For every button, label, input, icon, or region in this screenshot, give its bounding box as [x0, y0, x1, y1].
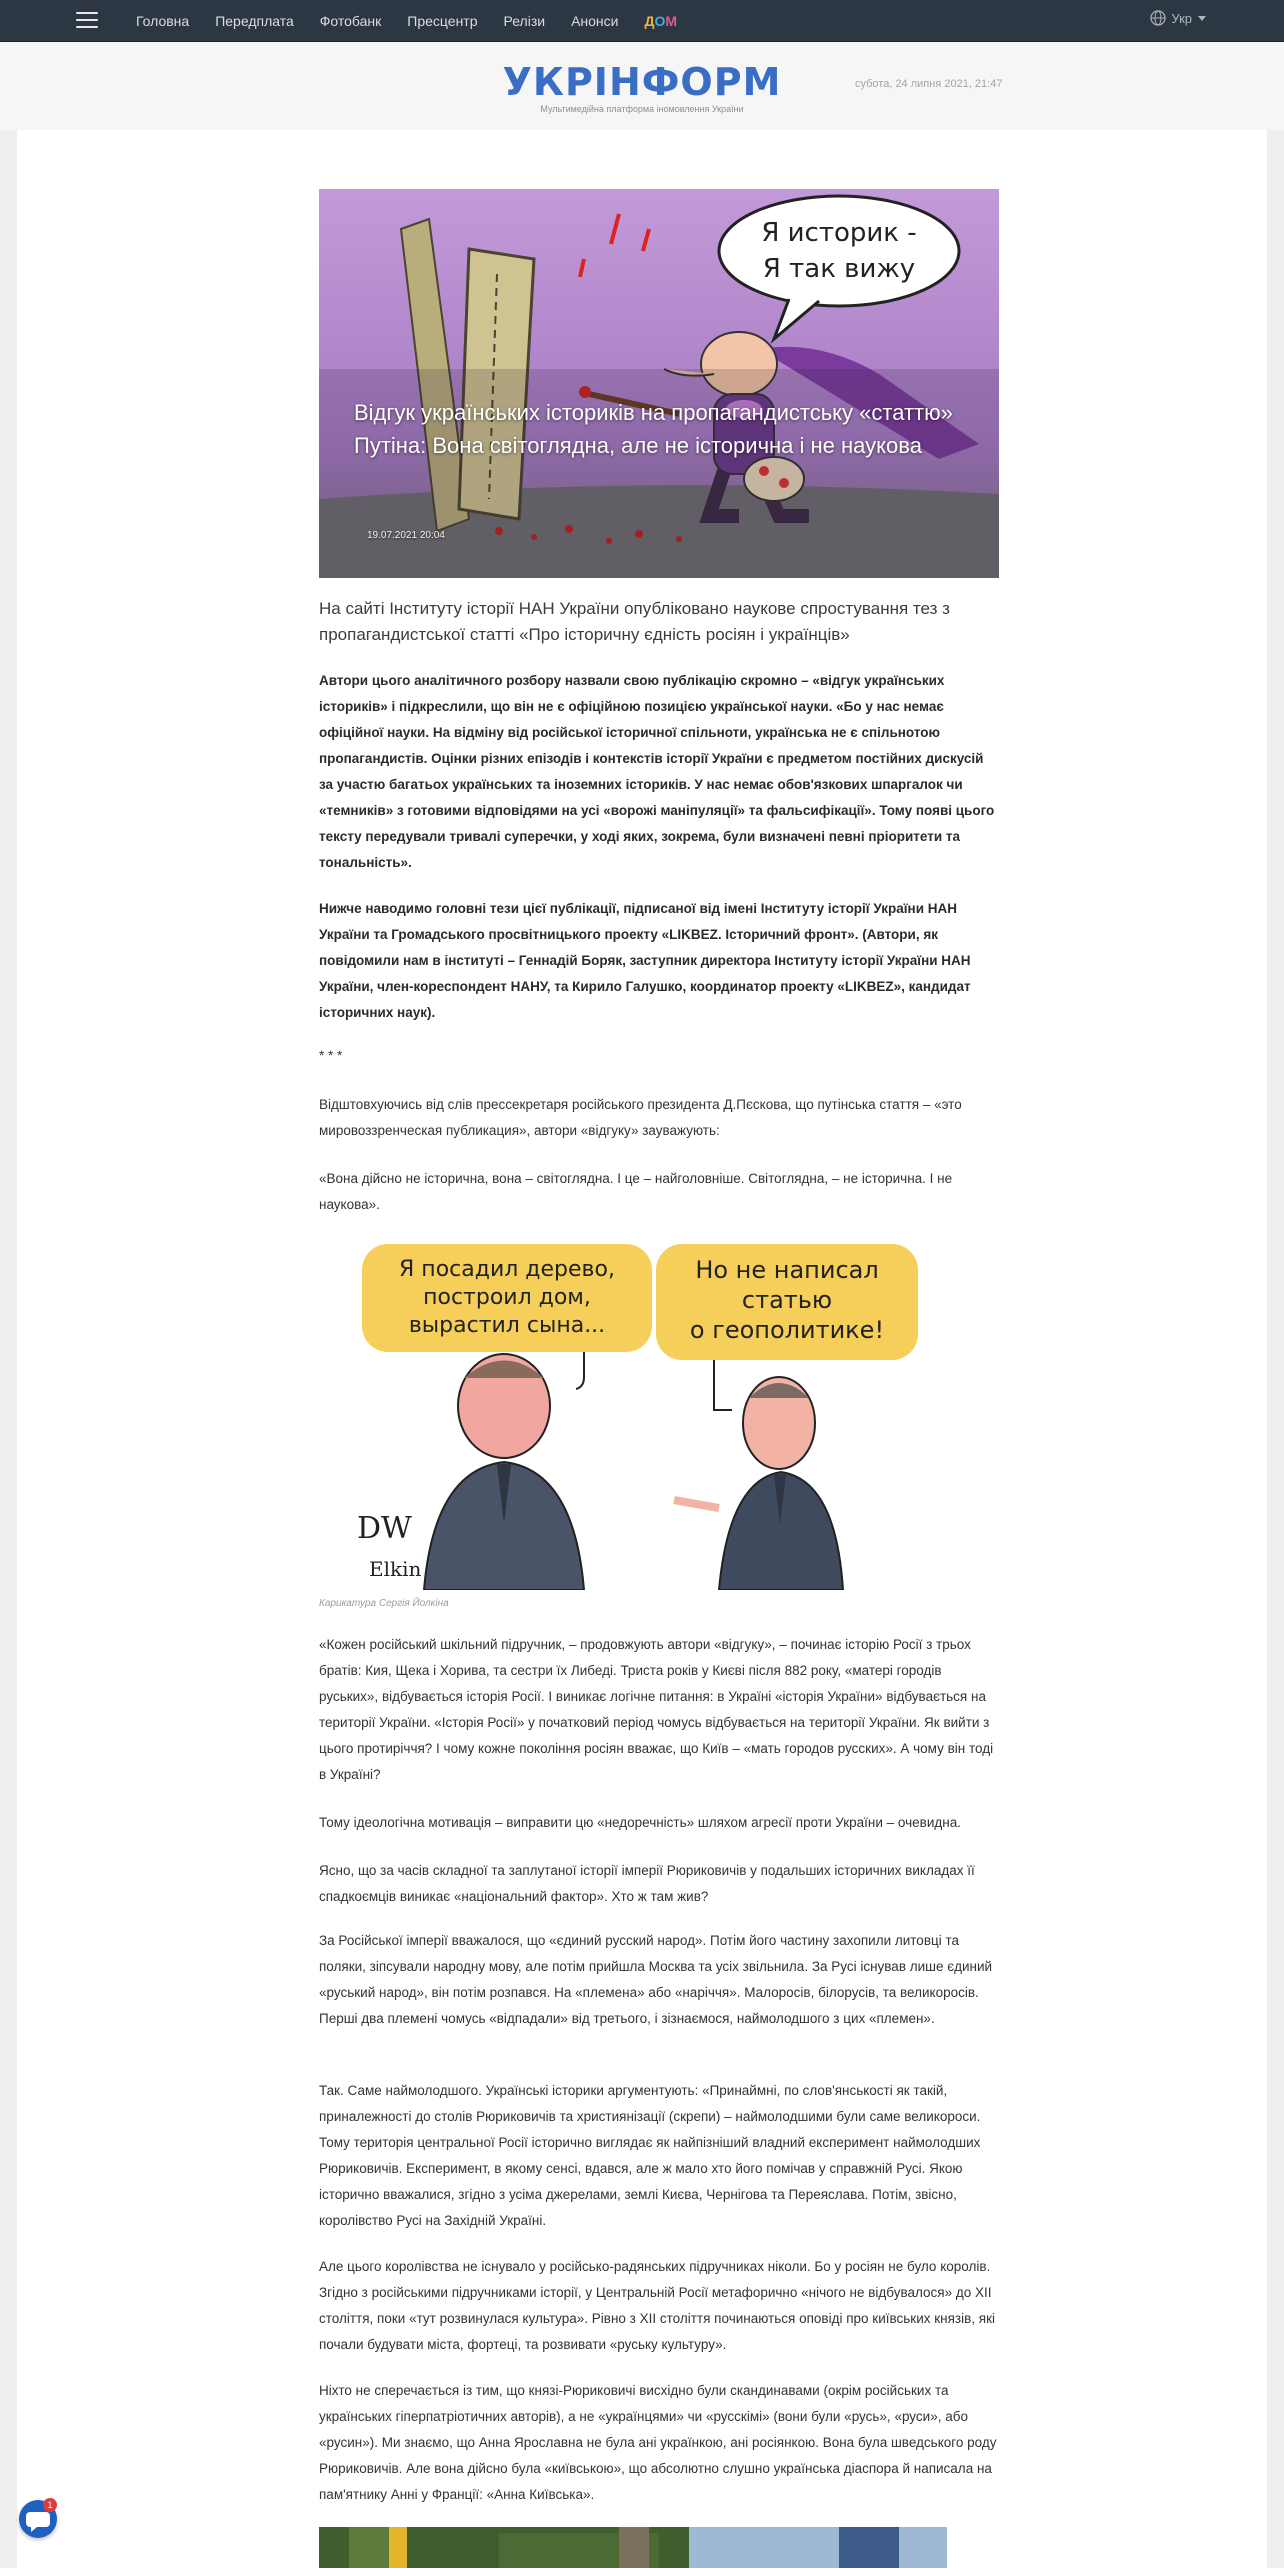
- hero-illustration: [319, 189, 999, 578]
- article-paragraph: «Кожен російський шкільний підручник, – продовжують автори «відгуку», – починає історію Росії з трьох братів: Кия, Щека і Хорива, та сестри їх Либеді. Триста років у Києві після 882 року, «матері городів руських», відбувається історія Росії. І виникає логічне питання: в Україні «історія України» відбувається на території України. «Історія Росії» у початковий період чомусь відбувається на території України. Як вийти з цього протиріччя? І чому кожне покоління росіян вважає, що Київ – «мать городов русских». А чому він тоді в Україні?: [319, 1637, 994, 1782]
- cartoon-speech-left: Я посадил дерево,: [399, 1257, 615, 1282]
- article-paragraph: «Вона дійсно не історична, вона – світоглядна. І це – найголовніше. Світоглядна, – не історична. І не наукова».: [319, 1171, 953, 1212]
- brand-name: УКРІНФОРМ: [502, 60, 782, 104]
- nav-item-presscenter[interactable]: Пресцентр: [407, 12, 478, 29]
- cartoon-speech-left: построил дом,: [423, 1285, 591, 1310]
- menu-icon[interactable]: [76, 12, 98, 28]
- notification-badge: 1: [43, 2498, 57, 2512]
- language-label: Укр: [1171, 10, 1192, 26]
- dom-logo-letter: Д: [644, 12, 655, 29]
- cartoon-signature: Elkin: [369, 1557, 422, 1581]
- article-paragraph: Але цього королівства не існувало у російсько-радянських підручниках ніколи. Бо у росіян не було королів. Згідно з російськими підручниками історії, у Центральній Росії метафорично «нічого не відбувалося» до XII століття, поки «тут розвинулася культура». Рівно з XII століття починаються оповіді про київських князів, які почали будувати міста, фортеці, та розвивати «руську культуру».: [319, 2259, 995, 2352]
- article-paragraph: Ясно, що за часів складної та заплутаної історії імперії Рюриковичів у подальших історичних викладах її спадкоємців виникає «національний фактор». Хто ж там жив?: [319, 1863, 975, 1904]
- article-paragraph: Тому ідеологічна мотивація – виправити цю «недоречність» шляхом агресії проти України – очевидна.: [319, 1815, 961, 1830]
- nav-item-announcements[interactable]: Анонси: [571, 12, 619, 29]
- language-selector[interactable]: [1150, 10, 1206, 26]
- article-date: 19.07.2021 20:04: [367, 530, 445, 541]
- dom-logo-letter: О: [654, 12, 666, 29]
- article-paragraph-bold: Автори цього аналітичного розбору назвали свою публікацію скромно – «відгук українських істориків» і підкреслили, що він не є офіційною позицією української науки. «Бо у нас немає офіційної науки. На відміну від російської історичної спільноти, українська не є спільнотою пропагандистів. Оцінки різних епізодів і контекстів історії України є предметом постійних дискусій за участю багатьох українських та іноземних істориків. У нас немає обов'язкових шпаргалок чи «темників» з готовими відповідями на усі «ворожі маніпуляції» та фальсифікації». Тому появі цього тексту передували тривалі суперечки, у ході яких, зокрема, були визначені певні пріоритети та тональність».: [319, 673, 995, 870]
- section-separator: * * *: [319, 1048, 343, 1063]
- article-photo: [319, 2527, 947, 2568]
- chat-widget-button[interactable]: [19, 2500, 57, 2538]
- article-paragraph: За Російської імперії вважалося, що «єдиний русский народ». Потім його частину захопили литовці та поляки, зіпсували народну мову, але потім прийшла Москва та усіх звільнила. За Русі існував лише єдиний «руський народ», він потім розпався. На «племена» або «наріччя». Малоросів, білорусів, та великоросів. Перші два племені чомусь «відпадали» від третього, і зізнаємося, наймолодшого з цих «племен».: [319, 1933, 993, 2026]
- hero-image: [319, 189, 999, 578]
- brand-tagline: Мультимедійна платформа іномовлення України: [540, 104, 744, 114]
- chevron-down-icon: [1198, 16, 1206, 21]
- image-caption: Карикатура Сергія Йолкіна: [319, 1598, 449, 1609]
- article-paragraph: Відштовхуючись від слів прессекретаря російського президента Д.Пєскова, що путінська стаття – «это мировоззренческая публикация», автори «відгуку» зауважують:: [319, 1097, 962, 1138]
- article-lead: На сайті Інституту історії НАН України опубліковано наукове спростування тез з пропагандистської статті «Про історичну єдність росіян і українців»: [319, 599, 950, 644]
- cartoon-speech-right: статью: [741, 1286, 833, 1314]
- globe-icon: [1150, 10, 1166, 26]
- cartoon-speech-left: вырастил сына...: [408, 1313, 606, 1338]
- nav-item-releases[interactable]: Релізи: [503, 12, 546, 29]
- cartoon-illustration: [319, 1238, 941, 1590]
- current-date: субота, 24 липня 2021, 21:47: [855, 78, 1003, 90]
- article-paragraph-bold: Нижче наводимо головні тези цієї публікації, підписаної від імені Інституту історії України НАН України та Громадського просвітницького проекту «LIKBEZ. Історичний фронт». (Автори, як повідомили нам в інституті – Геннадій Боряк, заступник директора Інституту історії України НАН України, член-кореспондент НАНУ, та Кирило Галушко, координатор проекту «LIKBEZ», кандидат історичних наук).: [319, 901, 971, 1020]
- nav-item-home[interactable]: Головна: [136, 12, 190, 29]
- site-header: [0, 42, 1284, 130]
- main-nav: [136, 0, 703, 41]
- article-paragraph: Так. Саме наймолодшого. Українські історики аргументують: «Принаймні, по слов'янськості як такій, приналежності до столів Рюриковичів та християнізації (скрепи) – наймолодшими були саме великороси. Тому територія центральної Росії історично виглядає як найпізніший владний експеримент наймолодших Рюриковичів. Експеримент, в якому сенсі, вдався, але ж мало хто його помічав у справжній Русі. Якою історично вважалися, згідно з усіма джерелами, землі Києва, Чернігова та Переяслава. Потім, звісно, королівство Русі на Західній Україні.: [319, 2083, 981, 2228]
- hero-speech-line: Я так вижу: [762, 254, 916, 284]
- dom-logo-letter: М: [665, 12, 678, 29]
- photo-illustration: [319, 2527, 947, 2568]
- article-title: Відгук українських істориків на пропагандистську «статтю» Путіна: Вона світоглядна, але не історична і не наукова: [354, 400, 953, 458]
- article-paragraph: Ніхто не сперечається із тим, що князі-Рюриковичі висхідно були скандинавами (окрім російських та українських гіперпатріотичних авторів), а не «українцями» чи «русскімі» (вони були «русь», «руси», або «русин»). Ми знаємо, що Анна Ярославна не була ані українкою, ані росіянкою. Вона була шведського роду Рюриковичів. Але вона дійсно була «київською», що абсолютно слушно українська діаспора й написала на пам'ятнику Анні у Франції: «Анна Київська».: [319, 2383, 997, 2502]
- cartoon-image: [319, 1238, 941, 1590]
- article-card: [17, 130, 1267, 2568]
- cartoon-speech-right: о геополитике!: [689, 1316, 885, 1344]
- cartoon-signature: DW: [357, 1511, 412, 1546]
- hero-speech-line: Я историк -: [761, 218, 917, 248]
- brand-logo[interactable]: [490, 62, 794, 114]
- dom-logo-link[interactable]: [644, 13, 677, 29]
- cartoon-speech-right: Но не написал: [695, 1256, 879, 1284]
- nav-item-subscription[interactable]: Передплата: [215, 12, 294, 29]
- nav-item-photobank[interactable]: Фотобанк: [319, 12, 382, 29]
- top-navbar: [0, 0, 1284, 42]
